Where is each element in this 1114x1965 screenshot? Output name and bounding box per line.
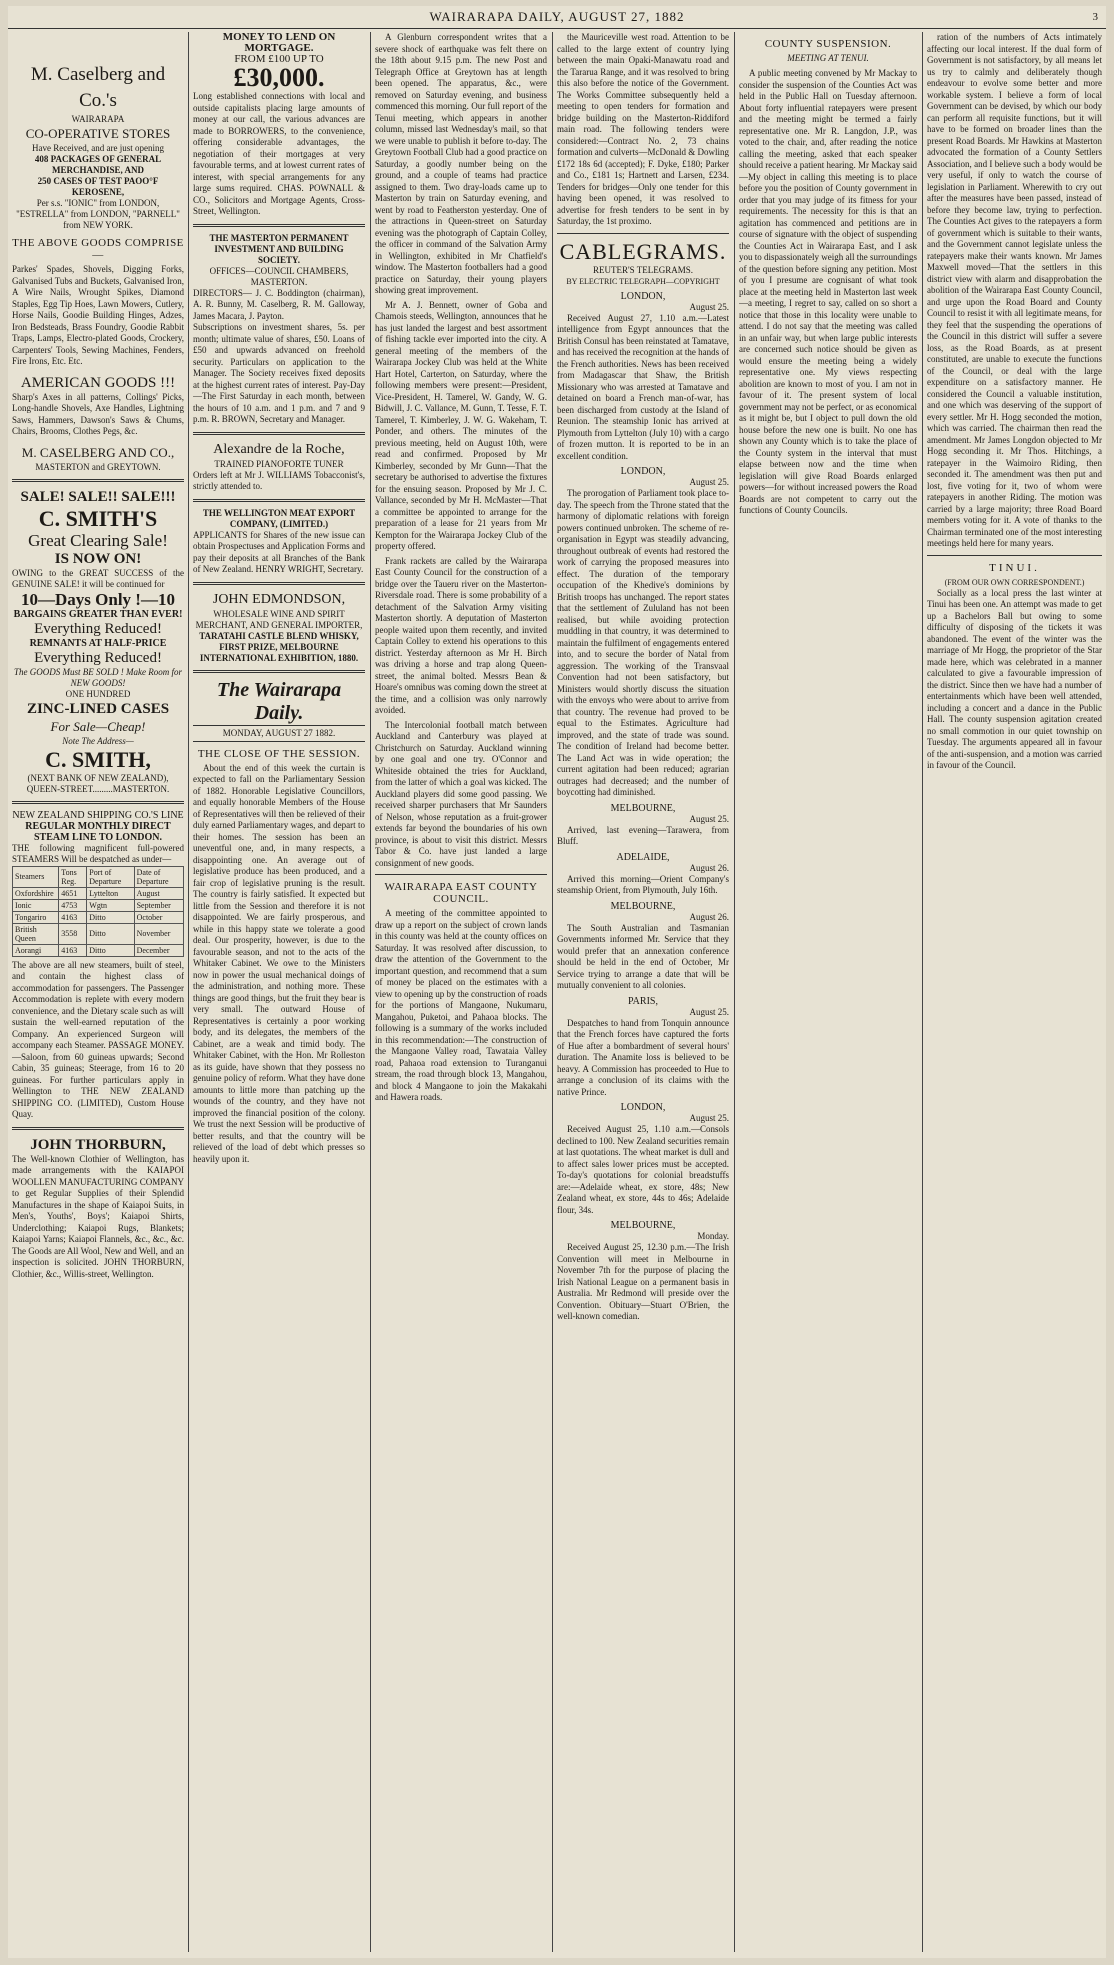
- dispatch-place: MELBOURNE,: [610, 900, 676, 912]
- cell: Lyttelton: [87, 887, 134, 899]
- money-amount: £30,000.: [233, 63, 325, 92]
- column-6: [927, 32, 1102, 1952]
- cell: Ionic: [13, 899, 59, 911]
- town-name: WAIRARAPA: [71, 114, 125, 124]
- column-3: [375, 32, 547, 1952]
- cell: November: [134, 923, 183, 944]
- building-society: THE MASTERTON PERMANENT INVESTMENT AND BUILDING SOCIETY.: [209, 232, 349, 265]
- one-hundred: ONE HUNDRED: [65, 688, 131, 699]
- dispatch-text: Arrived this morning—Orient Company's steamship Orient, from Plymouth, July 16th.: [557, 873, 729, 895]
- cablegrams-heading: CABLEGRAMS.: [559, 238, 727, 264]
- shop-name: M. Caselberg and Co.'s: [30, 64, 166, 111]
- society-offices: OFFICES—COUNCIL CHAMBERS, MASTERTON.: [209, 265, 349, 287]
- steamers-intro: THE following magnificent full-powered STEAMERS Will be despatched as under—: [12, 842, 184, 864]
- cell: Aorangi: [13, 944, 59, 956]
- meat-company: THE WELLINGTON MEAT EXPORT COMPANY, (LIMITED.): [202, 507, 356, 529]
- cell: October: [134, 911, 183, 923]
- dispatch-text: Received August 27, 1.10 a.m.—Latest intelligence from Egypt announces that the British Consul has been reinstated at Tamatave, and has received the recognition at the hands of the French authorities. News has been received from Madagascar that Shaw, the British Missionary who was arrested at Tamatave and detained on board a French man-of-war, has been discharged from custody at the Island of Reunion. The steamship Ionic has arrived at Plymouth from Lyttelton (July 10) with a cargo of frozen mutton. It is reported to be in an excellent condition.: [557, 312, 729, 461]
- regular-line: REGULAR MONTHLY DIRECT STEAM LINE TO LONDON.: [25, 820, 171, 843]
- dispatch: [557, 996, 729, 1099]
- laroche-name: Alexandre de la Roche,: [213, 441, 345, 457]
- ten-days: 10—Days Only !—10: [21, 589, 175, 609]
- thorburn-text: The Well-known Clothier of Wellington, has made arrangements with the KAIAPOI WOOLLEN MANUFACTURING COMPANY to get Regular Supplies of their Splendid Manufactures in the shape of Kaiapoi Suits, in Men's, Youths', Boys'; Kaiapoi Shirts, Underclothing; Kaiapoi Rugs, Blankets; Kaiapoi Yarns; Kaiapoi Flannels, &c., &c., &c. The Goods are All Wool, New and Well, and an inspection is solicited. JOHN THORBURN, Clothier, &c., Willis-street, Wellington.: [12, 1153, 184, 1279]
- cell: Ditto: [87, 911, 134, 923]
- works-committee: the Mauriceville west road. Attention to be called to the large extent of country lying between the main Opaki-Manawatu road and the Tararua Range, and it was resolved to bring this also before the notice of the Government. The Works Committee subsequently held a meeting to open tenders for formation and bridge building on the Masterton-Riddiford main road. The following tenders were considered:—Contract No. 2, 73 chains formation and culverts—McDonald & Dowling £172 18s 6d (accepted); F. Dyke, £180; Parker and Co., £181 1s; Hartnett and Larsen, £234. Tenders for bridges—Only one tender for this having been opened, it was resolved to advertise for fresh tenders to be sent in by Saturday, the 1st proximo.: [557, 32, 729, 226]
- laroche-text: Orders left at Mr J. WILLIAMS Tobacconist's, strictly attended to.: [193, 469, 365, 491]
- smith-name-2: C. SMITH,: [45, 746, 151, 772]
- schedule-header: Date of Departure: [134, 866, 183, 887]
- firm-name: M. CASELBERG AND CO.,: [21, 444, 175, 460]
- cell: 4651: [59, 887, 87, 899]
- bargains: BARGAINS GREATER THAN EVER!: [13, 608, 183, 620]
- dispatch-date: August 25.: [689, 1113, 729, 1123]
- dispatch-date: August 25.: [689, 1006, 729, 1017]
- dispatch-date: August 26.: [689, 862, 729, 873]
- table-row: [13, 911, 184, 923]
- money-heading: MONEY TO LEND ON MORTGAGE.: [222, 32, 336, 54]
- tinui-article: Socially as a local press the last winter at Tinui has been one. An attempt was made to get up a Bachelors Ball but owing to some difficulty of disposing of the tickets it was abandoned. The event of the winter was the marriage of Mr Hogg, the proprietor of the Star made here, which was celebrated in a manner calculated to give a favourable impression of the district. Since then we have had a number of entertainments which have been well attended, including a concert and a dance in the Public Hall. The county suspension agitation created no small commotion in our quiet township on Tuesday. The arguments appeared all in favour of the anti-suspension, and a motion was carried in favour of the Council.: [927, 587, 1102, 770]
- clearing-sale: Great Clearing Sale!: [28, 530, 168, 550]
- cell: 4163: [59, 911, 87, 923]
- zinc-cases: ZINC-LINED CASES: [26, 700, 170, 717]
- dispatch-place: ADELAIDE,: [616, 851, 670, 863]
- dispatch-place: LONDON,: [620, 290, 666, 302]
- dispatch-date: Monday.: [697, 1231, 729, 1241]
- dispatch: [557, 466, 729, 799]
- sale-text: OWING to the GREAT SUCCESS of the GENUINE SALE! it will be continued for: [12, 567, 184, 589]
- session-article: About the end of this week the curtain is expected to fall on the Parliamentary Session of 1882. Honorable Legislative Councillors, and equally honorable Members of the House of Representatives will then be relieved of their duly earned Parliamentary wages, and depart to their homes. The session has been an uneventful one, and, in many respects, a disappointing one. An average out of legislative produce has been produced, and a fair crop of legislative pruning is the result. The country is fairly satisfied. It expected but little from the Session and therefore it is not disappointed. We are fairly prosperous, and while in this happy state we tolerate a good deal. Our prosperity, however, is due to the favourable season, and not to the acts of the Whitaker Cabinet. We owe to the Ministers now in power the usual mechanical doings of the administration, and nothing more. These things are good things, but the fruit they bear is very small. The outward House of Representatives is certainly a poor working body, and its delegates, the members of the Cabinet, are a weak and timid body. The Whitaker Cabinet, with the Hon. Mr Rolleston as its guide, have shown that they possess no genuine policy of reform. What they have done amounts to little more than patching up the wounds of the country, and they have not improved the financial position of the colony. We trust the next Session will be productive of better results, and that the country will be relieved of the load of debt which presses so heavily upon it.: [193, 762, 365, 1164]
- society-text: Subscriptions on investment shares, 5s. per month; ultimate value of shares, £50. Loans of £50 and upwards advanced on freehold security. Particulars on application to the Manager. The Society receives fixed deposits at the highest current rates of interest. Pay-Day—The First Saturday in each month, between the hours of 10 a.m. and 1 p.m. and 7 and 9 p.m. R. BROWN, Secretary and Manager.: [193, 322, 365, 424]
- cell: 3558: [59, 923, 87, 944]
- dispatch: [557, 1102, 729, 1216]
- meeting-tinui-sub: MEETING AT TENUI.: [787, 53, 869, 63]
- american-heading: AMERICAN GOODS !!!: [20, 374, 176, 391]
- paper-date: MONDAY, AUGUST 27 1882.: [193, 725, 365, 742]
- money-from: FROM £100 UP TO: [234, 53, 324, 65]
- page-number: 3: [1092, 11, 1098, 23]
- american-text: Sharp's Axes in all patterns, Collings' Picks, Long-handle Shovels, Axe Handles, Lightning Saws, Hammers, Dawson's Saws & Chums, Chairs, Brooms, Clothes Pegs, &c.: [12, 391, 184, 436]
- must-sold: The GOODS Must BE SOLD ! Make Room for NEW GOODS!: [14, 666, 182, 688]
- table-row: [13, 887, 184, 899]
- dispatch-place: LONDON,: [620, 1102, 666, 1113]
- ships-text: Per s.s. "IONIC" from LONDON, "ESTRELLA" from LONDON, "PARNELL" from NEW YORK.: [16, 198, 180, 230]
- dispatch-date: August 25.: [689, 477, 729, 487]
- paper-title: The Wairarapa Daily.: [216, 678, 342, 724]
- masthead: [8, 6, 1106, 29]
- newspaper-page: [8, 6, 1106, 1958]
- tinui-heading: TINUI.: [989, 561, 1040, 574]
- table-row: [13, 944, 184, 956]
- dispatch: [557, 852, 729, 897]
- dispatch: [557, 1220, 729, 1323]
- news-item-a: A Glenburn correspondent writes that a severe shock of earthquake was felt there on the 18th about 9.15 p.m. The new Post and Telegraph Office at Greytown has at length been opened. The apparatus, &c., were removed on Saturday evening, and business commenced this morning. Our full report of the Tenui meeting, which appears in another column, missed last Wednesday's mail, so that we were unable to publish it before to-day. The Greytown Football Club had a good practice on Saturday, a goodly number being on the ground, and a couple of teams had practice assigned to them. Two dray-loads came up to Masterton by train on Saturday evening, and went by road to Featherston yesterday. One of the attractions in Queen-street on Saturday evening was the photograph of Captain Colley, the officer in command of the Salvation Army in Wellington, exhibited in Mr Chatfield's window. The Masterton footballers had a good practice on Saturday, their young players showing great improvement.: [375, 32, 547, 295]
- thorburn-name: JOHN THORBURN,: [30, 1136, 166, 1153]
- dispatch-place: MELBOURNE,: [610, 802, 676, 814]
- next-bank: (NEXT BANK OF NEW ZEALAND),: [27, 772, 169, 783]
- cell: September: [134, 899, 183, 911]
- column-1: [12, 32, 184, 1952]
- own-correspondent: (FROM OUR OWN CORRESPONDENT.): [944, 577, 1085, 587]
- cell: 4163: [59, 944, 87, 956]
- cell: Oxfordshire: [13, 887, 59, 899]
- dispatch-place: MELBOURNE,: [610, 1220, 676, 1231]
- cell: Tongariro: [13, 911, 59, 923]
- county-suspension-heading: COUNTY SUSPENSION.: [764, 38, 892, 50]
- news-item-c: Frank rackets are called by the Wairarapa East County Council for the construction of a bridge over the Taueru river on the Masterton-Riversdale road. There is some probability of a detachment of the Salvation Army visiting Masterton shortly. A deputation of Masterton people waited upon them recently, and invited Captain Colley to extend his operations to this district. Yesterday afternoon as Mr H. Birch was driving a horse and trap along Queen-street, the animal bolted. Messrs Bean & Hoare's omnibus was coming down the street at the time, and a collision was only narrowly avoided.: [375, 555, 547, 715]
- column-5: [739, 32, 917, 1952]
- table-row: [13, 923, 184, 944]
- sale-banner: SALE! SALE!! SALE!!!: [20, 488, 176, 505]
- dispatch-place: PARIS,: [628, 995, 658, 1007]
- dispatch-place: LONDON,: [620, 466, 666, 477]
- kerosene-text: 250 CASES OF TEST PAOO°F KEROSENE,: [37, 176, 159, 197]
- council-article: A meeting of the committee appointed to draw up a report on the subject of crown lands in this county was held at the county offices on Saturday. It was resolved after discussion, to draw the attention of the Government to the important question, and recommend that a sum of money be placed on the estimates with a view to opening up by the construction of roads for the portions of Mangaone, Nukumaru, Mangahou, Puketoi, and Pahaoa blocks. The following is a summary of the works included in this recommendation:—The construction of the Mangaone Valley road, Tawataia Valley road, Pahaoa road extension to Turanganui stream, the road through block 13, Mangahou, and block 4 Mangaone to join the Makakahi and Hawera roads.: [375, 908, 547, 1102]
- dispatch-text: Received August 25, 12.30 p.m.—The Irish Convention will meet in Melbourne in November 7th for the purpose of placing the Irish National League on a permanent basis in Australia. Mr Redmond will preside over the Convention. Obituary—Stuart O'Brien, the well-known comedian.: [557, 1242, 729, 1321]
- dispatch-text: The South Australian and Tasmanian Governments informed Mr. Service that they would prefer that an annexation conference should be held in the end of October, Mr Service trying to arrange a date that will be mutually convenient to all colonies.: [557, 922, 729, 990]
- cell: 4753: [59, 899, 87, 911]
- goods-list: Parkes' Spades, Shovels, Digging Forks, Galvanised Tubs and Buckets, Galvanised Iron, A Wire Nails, Wrought Spikes, Diamond Staples, Egg Tip Hoes, Lawn Mowers, Cutlery, Horse Nails, Goodie Building Hinges, Adzes, Iron Bedsteads, Brass Foundry, Goodie Rabbit Traps, Lamps, Electro-plated Goods, Crockery, Carpenters' Tools, Sewing Machines, Fenders, Fire Irons, Etc. Etc.: [12, 264, 184, 366]
- dispatch-text: The prorogation of Parliament took place to-day. The speech from the Throne stated that the harmony of diplomatic relations with foreign powers continued unbroken. The scheme of re-organisation in Egypt was steadily advancing, throughout outbreak of events had restored the work of carrying the proposed measures into effect. The duration of the temporary occupation of the Khedive's dominions by British troops has unchanged. The report states that the settlement of Zululand has not been realised, but while avoiding protection muddling in that country, it was determined to maintain the fulfilment of engagements entered into, and to secure the border of Natal from aggression. The working of the Transvaal Convention had not been satisfactory, but Ministers would shortly discuss the situation with the envoys who were about to arrive from that country. The revenue had proved to be equal to the Estimates. Agriculture had improved, and the state of trade was sound. The condition of Ireland had become better. The Land Act was in wide operation; the current agitation had been reduced; agrarian outrages had decreased; and the number of boycotting had diminished.: [557, 488, 729, 797]
- cell: August: [134, 887, 183, 899]
- cell: Wgtn: [87, 899, 134, 911]
- column-4: [557, 32, 729, 1952]
- received-text: Have Received, and are just opening: [32, 143, 164, 153]
- now-on: IS NOW ON!: [54, 550, 142, 567]
- edmondson-name: JOHN EDMONDSON,: [212, 591, 346, 607]
- suspension-continued: ration of the numbers of Acts intimately affecting our local interest. If the dual form of Government is not satisfactory, by all means let us try to calmly and deliberately though endeavour to evolve some better and more workable system. I believe a form of local Government can be devised, by which our body can perform all requisite functions, but it will have to be formed on broader lines than the present Road Boards. Mr Hawkins at Masterton advocated the formation of a County Settlers Association, and I believe such a body would be very useful, if only to watch the course of legislation in Parliament. Wherewith to cry out after the measures have been passed, instead of before they become law, trying to perfection. The Counties Act gives to the ratepayers a form of government which is suitable to their wants, and the Government cannot legislate unless the ratepayers make their wants known. Mr James Maxwell moved—That the settlers in this district view with alarm and disapprobation the abolition of the Wairarapa East County Council, and urge upon the Road Board and County Council to resist it with all legitimate means, for they feel that the suspending the operations of the Council in this district will suffer a severe loss, as the Road Boards, as at present constituted, are unable to execute the functions of the Council, or deal with the large expenditure on a satisfactory manner. He considered the Council a valuable institution, and one which was deserving of the support of every settler. Mr H. Hogg seconded the motion, which was carried. The chairman then read the amendment. Mr James Longdon objected to Mr Hogg seconding it. Mr Thos. Hitchings, a ratepayer in the Waimoiro Riding, then seconded it. The amendment was then put and lost, five voting for it, two of whom were ratepayers in another Riding. The motion was carried by a large majority; three Road Board members voting for it. A vote of thanks to the Chairman terminated one of the most interesting meetings held here for many years.: [927, 32, 1102, 548]
- schedule-header: Port of Departure: [87, 866, 134, 887]
- council-heading: WAIRARAPA EAST COUNTY COUNCIL.: [384, 881, 538, 905]
- reduced-2: Everything Reduced!: [34, 649, 162, 666]
- masthead-title: WAIRARAPA DAILY, AUGUST 27, 1882: [429, 9, 685, 24]
- cell: Ditto: [87, 923, 134, 944]
- session-heading: THE CLOSE OF THE SESSION.: [197, 747, 361, 760]
- laroche-sub: TRAINED PIANOFORTE TUNER: [214, 458, 344, 469]
- reduced-1: Everything Reduced!: [34, 620, 162, 637]
- reuter-sub: REUTER'S TELEGRAMS.: [593, 264, 693, 275]
- cell: Ditto: [87, 944, 134, 956]
- copyright-line: BY ELECTRIC TELEGRAPH—COPYRIGHT: [566, 276, 720, 286]
- smith-name: C. SMITH'S: [38, 505, 158, 531]
- edmondson-sub: WHOLESALE WINE AND SPIRIT MERCHANT, AND GENERAL IMPORTER,: [195, 608, 363, 630]
- dispatch-date: August 25.: [689, 813, 729, 824]
- edmondson-text: TARATAHI CASTLE BLEND WHISKY, FIRST PRIZE, MELBOURNE INTERNATIONAL EXHIBITION, 1880.: [199, 630, 359, 663]
- dispatch-date: August 25.: [689, 301, 729, 312]
- dispatch-text: Received August 25, 1.10 a.m.—Consols declined to 100. New Zealand securities remain at last quotations. The wheat market is dull and to affect sales lower prices must be accepted. To-day's quotations for colonial breadstuffs are:—Adelaide wheat, ex store, 48s; New Zealand wheat, ex store, 44s to 46s; Adelaide flour, 34s.: [557, 1124, 729, 1215]
- dispatch: [557, 291, 729, 463]
- dispatch-text: Arrived, last evening—Tarawera, from Bluff.: [557, 824, 729, 846]
- cell: December: [134, 944, 183, 956]
- dispatch-date: August 26.: [689, 911, 729, 922]
- street-address: QUEEN-STREET.........MASTERTON.: [26, 783, 170, 794]
- meat-text: APPLICANTS for Shares of the new issue can obtain Prospectuses and Application Forms and pay their deposits at all Branches of the Bank of New Zealand. HENRY WRIGHT, Secretary.: [193, 529, 365, 574]
- column-2: [193, 32, 365, 1952]
- stores-name: CO-OPERATIVE STORES: [25, 126, 171, 141]
- nz-shipping-line: NEW ZEALAND SHIPPING CO.'S LINE: [12, 809, 184, 821]
- dispatch-text: Despatches to hand from Tonquin announce that the French forces have captured the forts of Hue after a bombardment of several hours' duration. The Anamite loss is believed to be heavy. A Commission has proceeded to Hue to arrange a conclusion of its claims with the native Prince.: [557, 1017, 729, 1097]
- news-item-d: The Intercolonial football match between Auckland and Canterbury was played at Christchurch on Saturday. Auckland winning by one goal and one try. O'Connor and Whiteside obtained the tries for Auckland, from the latter of which a goal was kicked. The Auckland players did some good passing. We received sharper purchasers that Mr Saunders of Nelson, whose reputation as a fruit-grower extends far beyond the boundaries of his own province, is about to visit this district. Messrs Tabor & Co. have just landed a large consignment of new goods.: [375, 719, 547, 868]
- county-suspension-article: A public meeting convened by Mr Mackay to consider the suspension of the Counties Act was held in the Public Hall on Tuesday afternoon. About forty influential ratepayers were present and the meeting might be termed a fairly representative one. Mr R. Langdon, J.P., was voted to the chair, and, after reading the notice calling the meeting, asked that each speaker should receive a patient hearing. Mr Mackay said—My object in calling this meeting is to place before you the position of County government in order that you may judge of its fitness for your requirements. The necessity for this is that an agitation has commenced and petitions are in course of signature with the object of suspending the Counties Act in Wairarapa East, and I ask you to dispassionately weigh all the surroundings of the question before signing any petition. Most of you I presume are cognisant of what took place at the meeting held in Masterton last week—a meeting, I regret to say, called on so short a notice that those in this locality were unable to attend. I do not say that the meeting was called in an unfair way, but when large public interests are concerned such notice should be given as would ensure the meeting being a widely representative one. My views respecting abolition are known to most of you. I am not in favour of it. The present system of local government may not be perfect, or as economical as it might be, but I object to pull down the old house before the new one is built. No one has shown any County which is to take the place of the County system in the interval that must elapse between now and the time when legislation will give Road Boards enlarged powers—for without increased powers the Road Boards are not competent to carry out the functions of County Councils.: [739, 68, 917, 515]
- dispatch: [557, 803, 729, 848]
- goods-heading: THE ABOVE GOODS COMPRISE—: [12, 237, 184, 261]
- remnants: REMNANTS AT HALF-PRICE: [29, 637, 167, 649]
- cell: British Queen: [13, 923, 59, 944]
- news-item-b: Mr A. J. Bennett, owner of Goba and Chamois steeds, Wellington, announces that he has just landed the largest and best assortment of fishing tackle ever imported into the city. A general meeting of the members of the Wairarapa Jockey Club was held at the White Hart Hotel, Carterton, on Saturday, where the following members were present:—President, Vice-President, H. Tamerel, W. Gandy, W. G. Bidwill, J. C. Vallance, M. Gunn, T. Tesse, F. T. Tamerel, T. Kimberley, J. W. G. Wakeham, T. Ponder, and others. The minutes of the previous meeting, held on August 10th, were read and confirmed. Proposed by Mr Kimberley, seconded by Mr Gunn—That the secretary be authorised to advertise the fixtures for the ensuing season. Proposed by Mr J. C. Vallance, seconded by Mr H. McMaster—That a committee be appointed to arrange for the preparation of a lease for 21 years from Mr Kempton for the Wairarapa Jockey Club of the property offered.: [375, 299, 547, 551]
- shipping-text: The above are all new steamers, built of steel, and contain the highest class of accommodation for passengers. The Passenger Accommodation is replete with every modern convenience, and the Dietary scale such as will sustain the well-earned reputation of the Company. An experienced Surgeon will accompany each Steamer. PASSAGE MONEY.—Saloon, from 60 guineas upwards; Second Cabin, 35 guineas; Steerage, from 16 to 20 guineas. For further particulars apply in Wellington to THE NEW ZEALAND SHIPPING CO. (LIMITED), Custom House Quay.: [12, 959, 184, 1119]
- note-address: Note The Address—: [62, 735, 134, 746]
- society-directors: DIRECTORS— J. C. Boddington (chairman), A. R. Bunny, M. Caselberg, R. M. Galloway, James Macara, J. Payton.: [193, 287, 365, 321]
- firm-places: MASTERTON and GREYTOWN.: [35, 461, 161, 472]
- steamer-schedule: [12, 866, 184, 957]
- packages-text: 408 PACKAGES OF GENERAL MERCHANDISE, AND: [34, 154, 162, 175]
- schedule-header: Tons Reg.: [59, 866, 87, 887]
- money-text: Long established connections with local and outside capitalists placing large amounts of money at our call, the various advances are made to BORROWERS, to the convenience, offering considerable advantages, the negotiation of their mortgages at very favourable terms, and at lowest current rates of interest, with special arrangements for any large sums required. CHAS. POWNALL & CO., Solicitors and Mortgage Agents, Cross-Street, Wellington.: [193, 91, 365, 216]
- schedule-header: Steamers: [13, 866, 59, 887]
- for-sale: For Sale—Cheap!: [50, 718, 146, 734]
- dispatch: [557, 901, 729, 992]
- table-row: [13, 899, 184, 911]
